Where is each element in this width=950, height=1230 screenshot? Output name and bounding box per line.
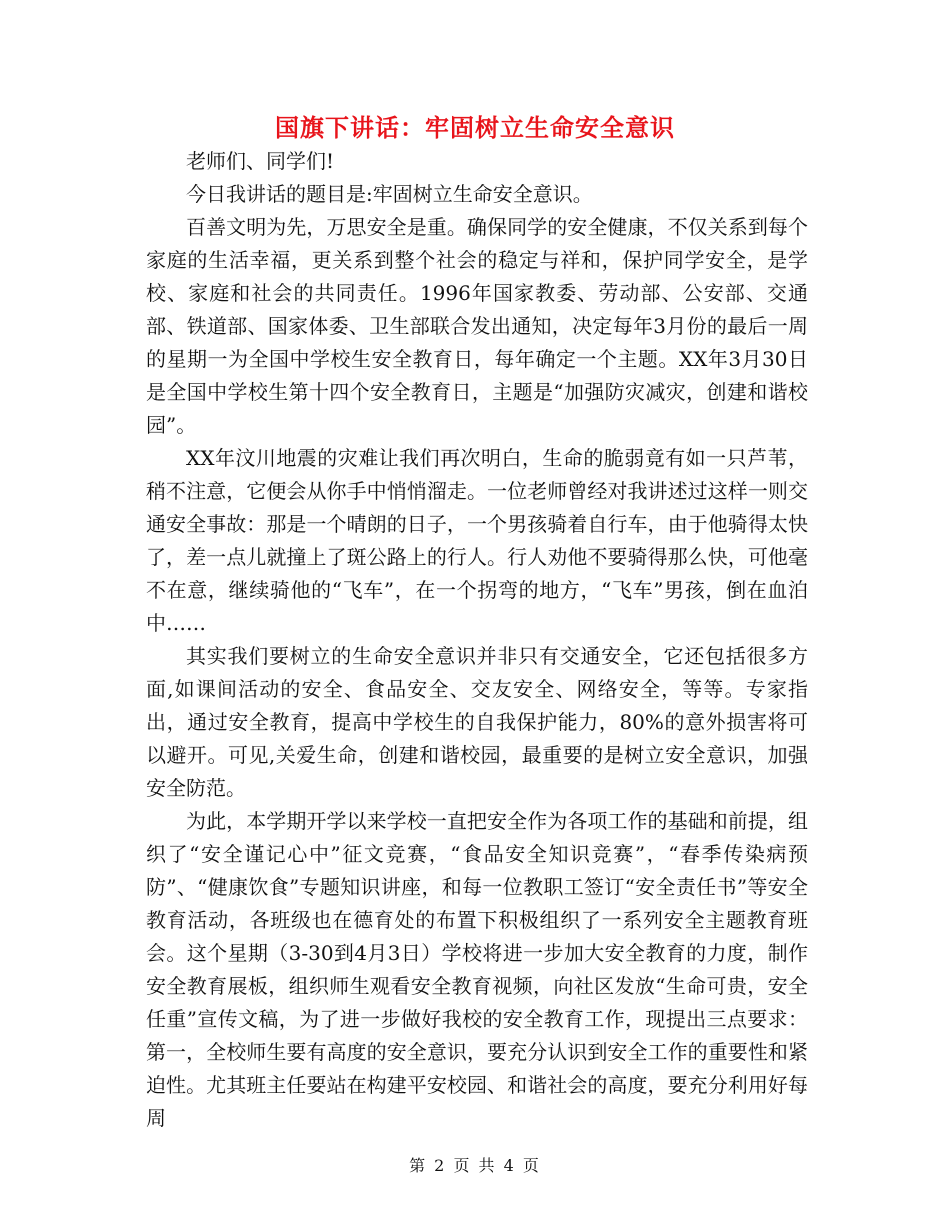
body-paragraph: 百善文明为先，万思安全是重。确保同学的安全健康，不仅关系到每个家庭的生活幸福，更关系到整个社会的稳定与祥和，保护同学安全，是学校、家庭和社会的共同责任。1996年国家教委、劳动部、公安部、交通部、铁道部、国家体委、卫生部联合发出通知，决定每年3月份的最后一周的星期一为全国中学校生安全教育日，每年确定一个主题。XX年3月30日是全国中学校生第十四个安全教育日，主题是“加强防灾减灾，创建和谐校园”。 [146,215,808,437]
body-paragraph: XX年汶川地震的灾难让我们再次明白，生命的脆弱竟有如一只芦苇，稍不注意，它便会从你手中悄悄溜走。一位老师曾经对我讲述过这样一则交通安全事故：那是一个晴朗的日子，一个男孩骑着自行车，由于他骑得太快了，差一点儿就撞上了斑公路上的行人。行人劝他不要骑得那么快，可他毫不在意，继续骑他的“飞车”，在一个拐弯的地方，“飞车”男孩，倒在血泊中…… [146,446,808,635]
topic-paragraph: 今日我讲话的题目是:牢固树立生命安全意识。 [186,182,593,206]
body-paragraph: 其实我们要树立的生命安全意识并非只有交通安全，它还包括很多方面,如课间活动的安全、食品安全、交友安全、网络安全，等等。专家指出，通过安全教育，提高中学校生的自我保护能力，80%的意外损害将可以避开。可见,关爱生命，创建和谐校园，最重要的是树立安全意识，加强安全防范。 [146,644,808,800]
body-paragraph: 为此，本学期开学以来学校一直把安全作为各项工作的基础和前提，组织了“安全谨记心中”征文竞赛，“食品安全知识竞赛”，“春季传染病预防”、“健康饮食”专题知识讲座，和每一位教职工签订“安全责任书”等安全教育活动，各班级也在德育处的布置下积极组织了一系列安全主题教育班会。这个星期（3-30到4月3日）学校将进一步加大安全教育的力度，制作安全教育展板，组织师生观看安全教育视频，向社区发放“生命可贵，安全任重”宣传文稿，为了进一步做好我校的安全教育工作，现提出三点要求：第一，全校师生要有高度的安全意识，要充分认识到安全工作的重要性和紧迫性。尤其班主任要站在构建平安校园、和谐社会的高度，要充分利用好每周 [146,809,808,1130]
salutation-paragraph: 老师们、同学们! [186,149,335,173]
page-title: 国旗下讲话：牢固树立生命安全意识 [275,114,675,142]
page-footer: 第 2 页 共 4 页 [409,1156,541,1175]
document-body [146,145,808,1135]
